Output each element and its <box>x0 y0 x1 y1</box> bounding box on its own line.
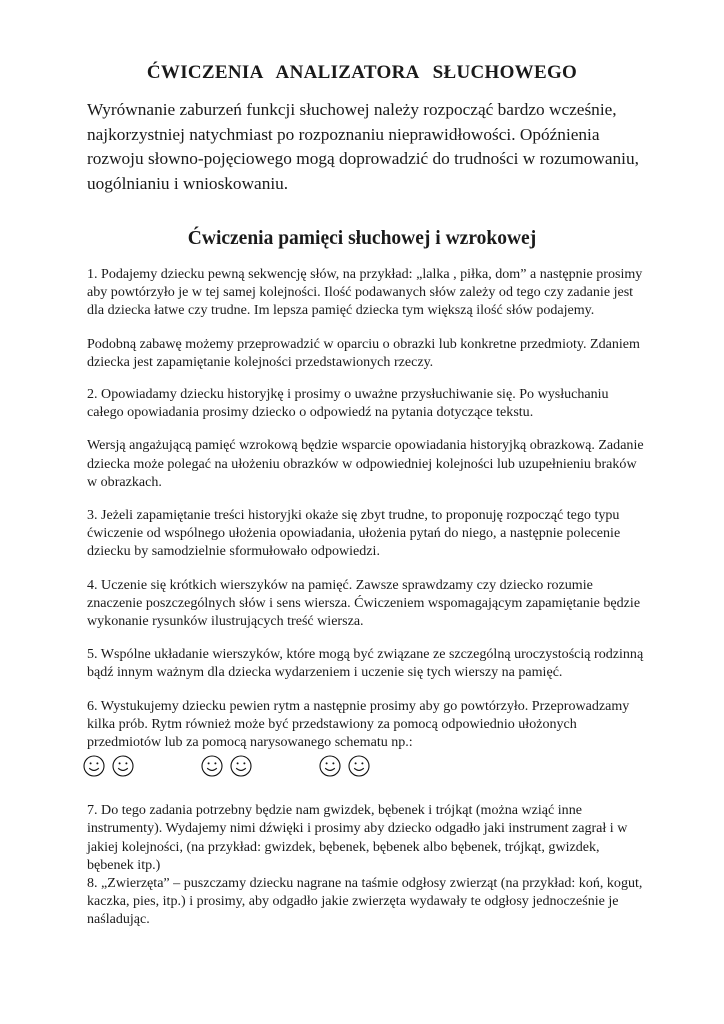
smiley-face-icon <box>112 755 134 777</box>
exercise-1-variant-paragraph: Podobną zabawę możemy przeprowadzić w oparciu o obrazki lub konkretne przedmioty. Zdaniem dziecka jest zapamiętanie kolejności przedstawionych rzeczy. <box>87 335 640 370</box>
smiley-face-icon <box>348 755 370 777</box>
section-title: Ćwiczenia pamięci słuchowej i wzrokowej <box>187 228 537 249</box>
intro-paragraph: Wyrównanie zaburzeń funkcji słuchowej należy rozpocząć bardzo wcześnie, najkorzystniej natychmiast po rozpoznaniu nieprawidłowości. Opóźnienia rozwoju słowno-pojęciowego mogą doprowadzić do trudności w rozumowaniu, uogólnianiu i wnioskowaniu. <box>87 100 639 193</box>
exercise-7-paragraph: 7. Do tego zadania potrzebny będzie nam gwizdek, bębenek i trójkąt (można wziąć inne instrumenty). Wydajemy nimi dźwięki i prosimy aby dziecko odgadło jaki instrument zagrał i w jakiej kolejności, (na przykład: gwizdek, bębenek, bębenek albo bębenek, trójkąt, gwizdek, bębenek itp.) <box>87 802 628 873</box>
document-title: ĆWICZENIA ANALIZATORA SŁUCHOWEGO <box>146 62 578 83</box>
rhythm-schema <box>87 753 647 791</box>
smiley-face-icon <box>319 755 341 777</box>
smiley-face-icon <box>230 755 252 777</box>
exercise-2-variant-paragraph: Wersją angażującą pamięć wzrokową będzie wsparcie opowiadania historyjką obrazkową. Zadanie dziecka może polegać na ułożeniu obrazków w odpowiedniej kolejności lub uzupełnieniu braków w obrazkach. <box>87 437 644 490</box>
exercise-3-paragraph: 3. Jeżeli zapamiętanie treści historyjki okaże się zbyt trudne, to proponuję rozpocząć tego typu ćwiczenie od wspólnego ułożenia opowiadania, ułożenia pytań do niego, a następnie polecenie dziecku by samodzielnie sformułowało odpowiedzi. <box>87 507 621 560</box>
smiley-face-icon <box>83 755 105 777</box>
exercise-8-paragraph: 8. „Zwierzęta” – puszczamy dziecku nagrane na taśmie odgłosy zwierząt (na przykład: koń, kogut, kaczka, pies, itp.) i prosimy, aby odgadło jakie zwierzęta wydawały te odgłosy jednocześnie je naśladując. <box>87 875 643 928</box>
exercise-1-paragraph: 1. Podajemy dziecku pewną sekwencję słów, na przykład: „lalka , piłka, dom” a następnie prosimy aby powtórzyło je w tej samej kolejności. Ilość podawanych słów zależy od tego czy zadanie jest dla dziecka łatwe czy trudne. Im lepsza pamięć dziecka tym większą ilość słów podajemy. <box>87 266 643 319</box>
exercise-2-paragraph: 2. Opowiadamy dziecku historyjkę i prosimy o uważne przysłuchiwanie się. Po wysłuchaniu całego opowiadania prosimy dziecko o odpowiedź na pytania dotyczące tekstu. <box>87 386 609 421</box>
exercise-6-paragraph: 6. Wystukujemy dziecku pewien rytm a następnie prosimy aby go powtórzyło. Przeprowadzamy kilka prób. Rytm również może być przedstawiony za pomocą odpowiednio ułożonych przedmiotów lub za pomocą narysowanego schematu np.: <box>87 697 630 751</box>
exercise-4-paragraph: 4. Uczenie się krótkich wierszyków na pamięć. Zawsze sprawdzamy czy dziecko rozumie znaczenie poszczególnych słów i sens wiersza. Ćwiczeniem wspomagającym zapamiętanie będzie wykonanie rysunków ilustrujących treść wiersza. <box>87 576 641 630</box>
exercise-5-paragraph: 5. Wspólne układanie wierszyków, które mogą być związane ze szczególną uroczystością rodzinną bądź innym ważnym dla dziecka wydarzeniem i uczenie się tych wierszy na pamięć. <box>87 646 644 681</box>
smiley-face-icon <box>201 755 223 777</box>
exercise-list <box>87 265 647 929</box>
